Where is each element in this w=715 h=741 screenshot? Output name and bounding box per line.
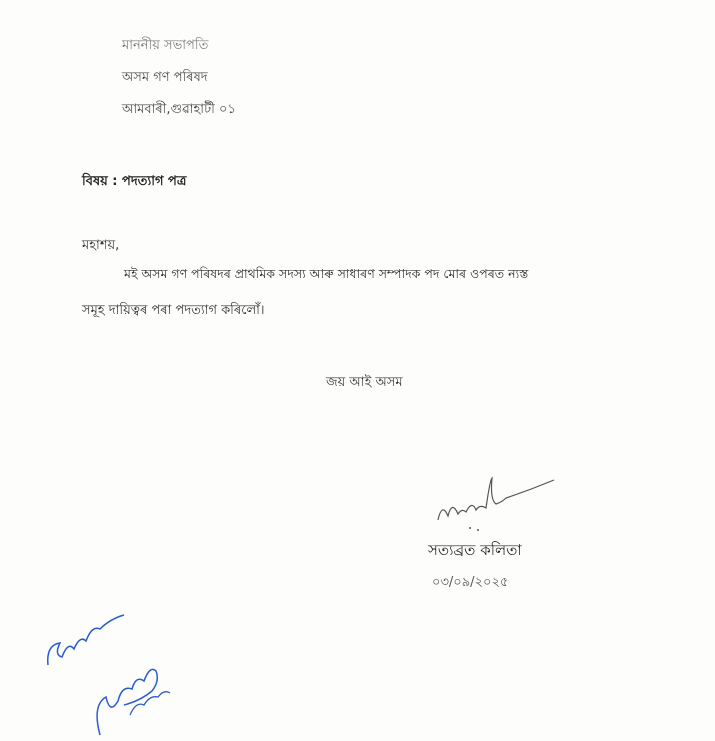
recipient-title: মাননীয় সভাপতি bbox=[122, 38, 209, 53]
closing-phrase: জয় আই অসম bbox=[326, 375, 403, 390]
body-line-2: সমূহ দায়িত্বৰ পৰা পদত্যাগ কৰিলোঁ। bbox=[82, 303, 265, 318]
salutation: মহাশয়, bbox=[82, 238, 120, 253]
body-line-1: মই অসম গণ পৰিষদৰ প্ৰাথমিক সদস্য আৰু সাধাৰণ সম্পাদক পদ মোৰ ওপৰত ন্যস্ত bbox=[124, 266, 529, 281]
received-stamp-handwriting bbox=[40, 605, 190, 741]
subject-line: বিষয় : পদত্যাগ পত্ৰ bbox=[82, 174, 187, 189]
recipient-organization: অসম গণ পৰিষদ bbox=[122, 70, 208, 85]
sender-date: ০৩/০৯/২০২৫ bbox=[432, 575, 509, 590]
recipient-address: আমবাৰী,গুৱাহাটী ০১ bbox=[122, 102, 236, 117]
sender-signature bbox=[430, 470, 560, 535]
sender-name: সত্যব্ৰত কলিতা bbox=[428, 541, 522, 559]
